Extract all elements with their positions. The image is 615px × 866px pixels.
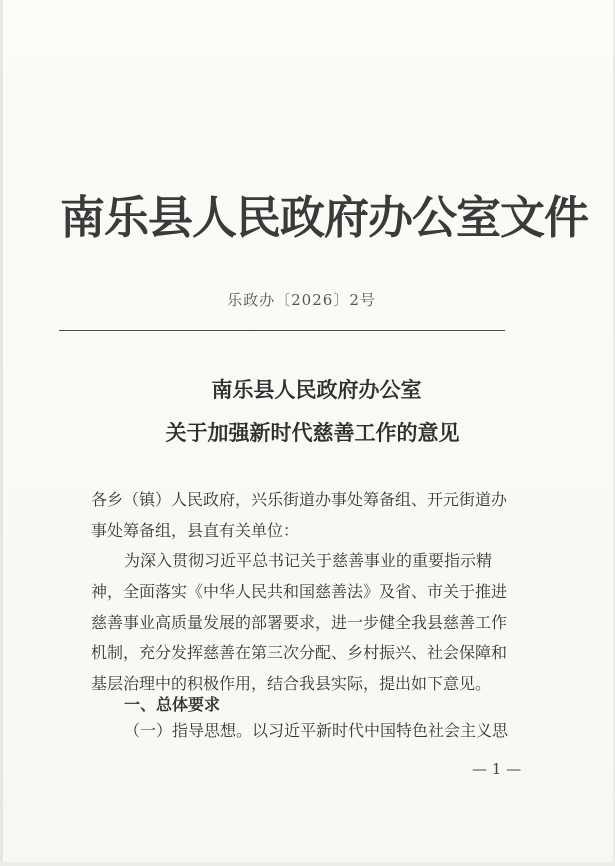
salutation-line: 事处筹备组，县直有关单位：: [91, 520, 300, 540]
document-title-line2: [0, 417, 615, 447]
paragraph-line: 为深入贯彻习近平总书记关于慈善事业的重要指示精: [124, 551, 493, 570]
salutation: [91, 485, 507, 547]
document-title-line1: [0, 374, 615, 404]
salutation-line: 各乡（镇）人民政府，兴乐街道办事处筹备组、开元街道办: [91, 490, 508, 509]
page-number: — 1 —: [472, 760, 522, 778]
paragraph-line: 慈善事业高质量发展的部署要求，进一步健全我县慈善工作: [91, 612, 508, 632]
title-line1-text: 南乐县人民政府办公室: [211, 377, 422, 402]
paragraph-line: 神，全面落实《中华人民共和国慈善法》及省、市关于推进: [91, 581, 508, 601]
title-line2-text: 关于加强新时代慈善工作的意见: [165, 420, 460, 445]
paragraph-line: 基层治理中的积极作用，结合我县实际，提出如下意见。: [91, 674, 492, 694]
document-number-text: 乐政办〔2026〕2号: [227, 291, 376, 309]
document-number: [0, 289, 615, 310]
scan-edge: [0, 862, 615, 866]
paragraph-line: 机制，充分发挥慈善在第三次分配、乡村振兴、社会保障和: [91, 643, 508, 663]
document-masthead: 南乐县人民政府办公室文件: [60, 191, 589, 244]
section-heading: 一、总体要求: [124, 695, 221, 714]
body-paragraph: [91, 546, 507, 700]
header-divider: [59, 330, 505, 331]
body-paragraph-2: （一）指导思想。以习近平新时代中国特色社会主义思: [124, 721, 509, 740]
